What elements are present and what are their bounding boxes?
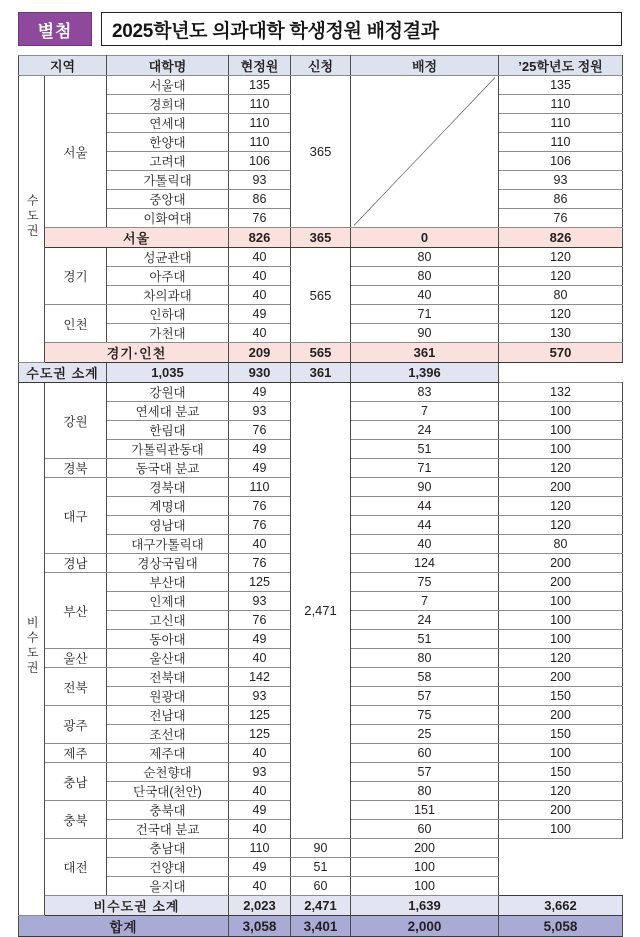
- university-cell: 대구가톨릭대: [107, 535, 229, 554]
- allocated-cell: 58: [351, 668, 499, 687]
- allocated-cell: 90: [351, 478, 499, 497]
- current-quota-cell: 106: [229, 152, 291, 171]
- title-row: [18, 12, 622, 46]
- gyeonggi-incheon-subtotal-row-request: 565: [291, 343, 351, 363]
- metro-subtotal-row-label: 수도권 소계: [19, 363, 107, 383]
- current-quota-cell: 93: [229, 687, 291, 706]
- university-cell: 경북대: [107, 478, 229, 497]
- university-cell: 인하대: [107, 305, 229, 324]
- current-quota-cell: 40: [229, 324, 291, 343]
- final-quota-cell: 200: [499, 573, 623, 592]
- current-quota-cell: 40: [229, 649, 291, 668]
- title-box: [101, 12, 622, 46]
- metro-subtotal-row: [19, 363, 623, 383]
- current-quota-cell: 135: [229, 76, 291, 95]
- university-cell: 경상국립대: [107, 554, 229, 573]
- current-quota-cell: 40: [229, 535, 291, 554]
- university-cell: 충남대: [107, 839, 229, 858]
- region-cell: 울산: [45, 649, 107, 668]
- final-quota-cell: 100: [499, 421, 623, 440]
- university-cell: 인제대: [107, 592, 229, 611]
- allocated-cell: 60: [351, 820, 499, 839]
- metro-subtotal-row-allocated: 361: [291, 363, 351, 383]
- col-header-allocated: 배정: [351, 56, 499, 76]
- gyeonggi-incheon-subtotal-row-final: 570: [499, 343, 623, 363]
- nonmetro-subtotal-row-label: 비수도권 소계: [45, 896, 229, 916]
- seoul-subtotal-row-label: 서울: [45, 228, 229, 248]
- university-cell: 한림대: [107, 421, 229, 440]
- col-header-final: ’25학년도 정원: [499, 56, 623, 76]
- university-cell: 경희대: [107, 95, 229, 114]
- region-cell: 광주: [45, 706, 107, 744]
- allocated-cell: 60: [291, 877, 351, 896]
- university-cell: 이화여대: [107, 209, 229, 228]
- current-quota-cell: 49: [229, 801, 291, 820]
- final-quota-cell: 80: [499, 535, 623, 554]
- final-quota-cell: 100: [499, 440, 623, 459]
- university-cell: 고신대: [107, 611, 229, 630]
- current-quota-cell: 76: [229, 497, 291, 516]
- final-quota-cell: 200: [351, 839, 499, 858]
- final-quota-cell: 200: [499, 668, 623, 687]
- nonmetro-subtotal-row-request: 2,471: [291, 896, 351, 916]
- allocated-cell: 44: [351, 497, 499, 516]
- final-quota-cell: 120: [499, 248, 623, 267]
- allocated-cell: 90: [351, 324, 499, 343]
- current-quota-cell: 125: [229, 573, 291, 592]
- final-quota-cell: 100: [499, 630, 623, 649]
- gyeonggi-incheon-subtotal-row-current: 209: [229, 343, 291, 363]
- allocated-cell: 60: [351, 744, 499, 763]
- seoul-subtotal-row-current: 826: [229, 228, 291, 248]
- region-cell: 부산: [45, 573, 107, 649]
- gyeonggi-incheon-subtotal-row-allocated: 361: [351, 343, 499, 363]
- allocated-cell: 25: [351, 725, 499, 744]
- university-cell: 제주대: [107, 744, 229, 763]
- seoul-subtotal-row-request: 365: [291, 228, 351, 248]
- final-quota-cell: 200: [499, 801, 623, 820]
- table-row: [19, 839, 623, 858]
- final-quota-cell: 150: [499, 763, 623, 782]
- grand-total-final: 5,058: [499, 916, 623, 937]
- allocated-cell: 71: [351, 305, 499, 324]
- current-quota-cell: 93: [229, 592, 291, 611]
- current-quota-cell: 110: [229, 114, 291, 133]
- final-quota-cell: 100: [499, 611, 623, 630]
- current-quota-cell: 49: [229, 858, 291, 877]
- current-quota-cell: 40: [229, 877, 291, 896]
- final-quota-cell: 132: [499, 383, 623, 402]
- current-quota-cell: 40: [229, 820, 291, 839]
- final-quota-cell: 120: [499, 782, 623, 801]
- allocated-cell: 90: [291, 839, 351, 858]
- university-cell: 차의과대: [107, 286, 229, 305]
- final-quota-cell: 135: [499, 76, 623, 95]
- region-cell: 인천: [45, 305, 107, 343]
- gyeonggi-incheon-subtotal-row-label: 경기·인천: [45, 343, 229, 363]
- university-cell: 동아대: [107, 630, 229, 649]
- nonmetro-subtotal-row-allocated: 1,639: [351, 896, 499, 916]
- table-header: [19, 56, 623, 76]
- university-cell: 순천향대: [107, 763, 229, 782]
- current-quota-cell: 93: [229, 171, 291, 190]
- university-cell: 울산대: [107, 649, 229, 668]
- seoul-subtotal-row: [19, 228, 623, 248]
- allocation-table: [18, 55, 623, 937]
- col-header-university: 대학명: [107, 56, 229, 76]
- region-cell: 제주: [45, 744, 107, 763]
- allocated-cell: 7: [351, 402, 499, 421]
- final-quota-cell: 120: [499, 516, 623, 535]
- region-cell: 경기: [45, 248, 107, 305]
- final-quota-cell: 100: [499, 744, 623, 763]
- university-cell: 영남대: [107, 516, 229, 535]
- current-quota-cell: 110: [229, 839, 291, 858]
- page-title: 2025학년도 의과대학 학생정원 배정결과: [112, 20, 439, 42]
- final-quota-cell: 120: [499, 649, 623, 668]
- table-row: [19, 248, 623, 267]
- allocated-cell: 24: [351, 611, 499, 630]
- allocated-cell: 7: [351, 592, 499, 611]
- university-cell: 원광대: [107, 687, 229, 706]
- table-row: [19, 76, 623, 95]
- region-cell: 경남: [45, 554, 107, 573]
- final-quota-cell: 120: [499, 267, 623, 286]
- allocated-cell: 51: [351, 440, 499, 459]
- university-cell: 계명대: [107, 497, 229, 516]
- final-quota-cell: 86: [499, 190, 623, 209]
- seoul-subtotal-row-allocated: 0: [351, 228, 499, 248]
- col-header-request: 신청: [291, 56, 351, 76]
- grand-total-current: 3,058: [229, 916, 291, 937]
- gyeonggi-incheon-subtotal-row: [19, 343, 623, 363]
- allocated-cell: 80: [351, 267, 499, 286]
- allocation-slash-cell: [351, 76, 499, 228]
- final-quota-cell: 76: [499, 209, 623, 228]
- final-quota-cell: 130: [499, 324, 623, 343]
- university-cell: 건국대 분교: [107, 820, 229, 839]
- final-quota-cell: 100: [499, 402, 623, 421]
- allocated-cell: 80: [351, 782, 499, 801]
- mega-region-text: 수도권: [25, 193, 40, 239]
- university-cell: 건양대: [107, 858, 229, 877]
- final-quota-cell: 80: [499, 286, 623, 305]
- metro-subtotal-row-final: 1,396: [351, 363, 499, 383]
- final-quota-cell: 110: [499, 133, 623, 152]
- table-body: [19, 76, 623, 937]
- final-quota-cell: 110: [499, 114, 623, 133]
- header-row: [19, 56, 623, 76]
- region-cell: 대구: [45, 478, 107, 554]
- current-quota-cell: 76: [229, 516, 291, 535]
- allocated-cell: 80: [351, 248, 499, 267]
- university-cell: 부산대: [107, 573, 229, 592]
- final-quota-cell: 100: [499, 592, 623, 611]
- current-quota-cell: 49: [229, 630, 291, 649]
- final-quota-cell: 100: [351, 858, 499, 877]
- table-row: [19, 877, 623, 896]
- current-quota-cell: 49: [229, 383, 291, 402]
- current-quota-cell: 125: [229, 706, 291, 725]
- region-cell: 서울: [45, 76, 107, 228]
- allocated-cell: 44: [351, 516, 499, 535]
- university-cell: 아주대: [107, 267, 229, 286]
- allocated-cell: 24: [351, 421, 499, 440]
- final-quota-cell: 200: [499, 478, 623, 497]
- allocated-cell: 51: [291, 858, 351, 877]
- university-cell: 연세대: [107, 114, 229, 133]
- current-quota-cell: 110: [229, 133, 291, 152]
- university-cell: 강원대: [107, 383, 229, 402]
- final-quota-cell: 120: [499, 497, 623, 516]
- current-quota-cell: 49: [229, 440, 291, 459]
- region-cell: 강원: [45, 383, 107, 459]
- allocated-cell: 51: [351, 630, 499, 649]
- final-quota-cell: 200: [499, 706, 623, 725]
- table-row: [19, 858, 623, 877]
- final-quota-cell: 100: [351, 877, 499, 896]
- current-quota-cell: 142: [229, 668, 291, 687]
- current-quota-cell: 110: [229, 95, 291, 114]
- allocated-cell: 40: [351, 286, 499, 305]
- request-cell: 2,471: [291, 383, 351, 839]
- university-cell: 전북대: [107, 668, 229, 687]
- current-quota-cell: 40: [229, 782, 291, 801]
- final-quota-cell: 120: [499, 305, 623, 324]
- current-quota-cell: 40: [229, 286, 291, 305]
- university-cell: 한양대: [107, 133, 229, 152]
- current-quota-cell: 40: [229, 744, 291, 763]
- final-quota-cell: 100: [499, 820, 623, 839]
- current-quota-cell: 40: [229, 267, 291, 286]
- grand-total-row: [19, 916, 623, 937]
- allocated-cell: 151: [351, 801, 499, 820]
- nonmetro-subtotal-row-current: 2,023: [229, 896, 291, 916]
- mega-region-label: [19, 76, 45, 363]
- university-cell: 서울대: [107, 76, 229, 95]
- current-quota-cell: 76: [229, 209, 291, 228]
- current-quota-cell: 93: [229, 402, 291, 421]
- mega-region-text: 비수도권: [25, 616, 40, 677]
- attachment-badge: 별첨: [18, 12, 92, 46]
- grand-total-label: 합계: [19, 916, 229, 937]
- final-quota-cell: 120: [499, 459, 623, 478]
- allocated-cell: 80: [351, 649, 499, 668]
- grand-total-request: 3,401: [291, 916, 351, 937]
- university-cell: 전남대: [107, 706, 229, 725]
- table-row: [19, 383, 623, 402]
- final-quota-cell: 110: [499, 95, 623, 114]
- final-quota-cell: 106: [499, 152, 623, 171]
- col-header-region: 지역: [19, 56, 107, 76]
- current-quota-cell: 86: [229, 190, 291, 209]
- university-cell: 을지대: [107, 877, 229, 896]
- final-quota-cell: 150: [499, 725, 623, 744]
- allocated-cell: 83: [351, 383, 499, 402]
- metro-subtotal-row-current: 1,035: [107, 363, 229, 383]
- current-quota-cell: 110: [229, 478, 291, 497]
- university-cell: 가톨릭대: [107, 171, 229, 190]
- region-cell: 경북: [45, 459, 107, 478]
- university-cell: 조선대: [107, 725, 229, 744]
- final-quota-cell: 200: [499, 554, 623, 573]
- nonmetro-subtotal-row-final: 3,662: [499, 896, 623, 916]
- current-quota-cell: 93: [229, 763, 291, 782]
- final-quota-cell: 150: [499, 687, 623, 706]
- university-cell: 가톨릭관동대: [107, 440, 229, 459]
- allocated-cell: 75: [351, 573, 499, 592]
- col-header-current: 현정원: [229, 56, 291, 76]
- final-quota-cell: 93: [499, 171, 623, 190]
- allocated-cell: 40: [351, 535, 499, 554]
- current-quota-cell: 125: [229, 725, 291, 744]
- current-quota-cell: 76: [229, 554, 291, 573]
- university-cell: 동국대 분교: [107, 459, 229, 478]
- university-cell: 연세대 분교: [107, 402, 229, 421]
- current-quota-cell: 49: [229, 459, 291, 478]
- region-cell: 충북: [45, 801, 107, 839]
- university-cell: 가천대: [107, 324, 229, 343]
- allocated-cell: 71: [351, 459, 499, 478]
- grand-total-allocated: 2,000: [351, 916, 499, 937]
- allocated-cell: 124: [351, 554, 499, 573]
- mega-region-label: [19, 383, 45, 916]
- current-quota-cell: 40: [229, 248, 291, 267]
- university-cell: 충북대: [107, 801, 229, 820]
- region-cell: 전북: [45, 668, 107, 706]
- seoul-subtotal-row-final: 826: [499, 228, 623, 248]
- university-cell: 단국대(천안): [107, 782, 229, 801]
- current-quota-cell: 49: [229, 305, 291, 324]
- allocated-cell: 57: [351, 687, 499, 706]
- metro-subtotal-row-request: 930: [229, 363, 291, 383]
- university-cell: 고려대: [107, 152, 229, 171]
- diagonal-slash-icon: [351, 76, 498, 227]
- request-cell: 365: [291, 76, 351, 228]
- university-cell: 중앙대: [107, 190, 229, 209]
- region-cell: 대전: [45, 839, 107, 896]
- allocated-cell: 57: [351, 763, 499, 782]
- current-quota-cell: 76: [229, 421, 291, 440]
- current-quota-cell: 76: [229, 611, 291, 630]
- university-cell: 성균관대: [107, 248, 229, 267]
- request-cell: 565: [291, 248, 351, 343]
- region-cell: 충남: [45, 763, 107, 801]
- allocated-cell: 75: [351, 706, 499, 725]
